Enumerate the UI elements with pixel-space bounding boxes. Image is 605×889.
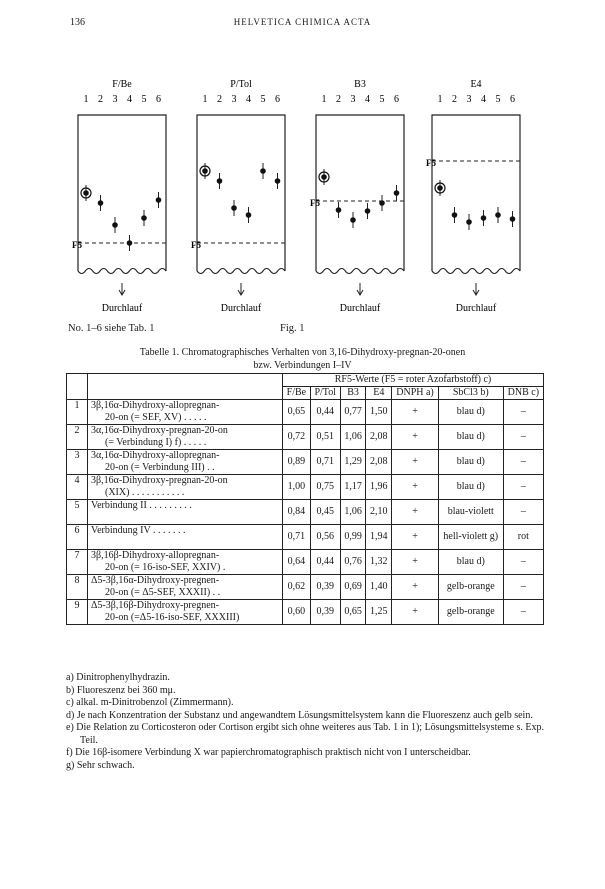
table-cell: +: [392, 525, 439, 550]
lane-number: 4: [365, 94, 370, 105]
table-cell: 0,71: [310, 450, 340, 475]
lane-number: 5: [260, 94, 266, 105]
compound-name: [88, 600, 283, 625]
figure-caption: Fig. 1: [280, 323, 305, 334]
name-line: (= Verbindung I) f) . . . . .: [105, 437, 207, 448]
panel-system-label: P/Tol: [230, 79, 252, 90]
table-corner-no: [67, 374, 88, 400]
spot: [452, 212, 458, 218]
table-cell: gelb-orange: [438, 575, 503, 600]
column-header: E4: [366, 387, 392, 400]
name-line: Δ5-3β,16α-Dihydroxy-pregnen-: [91, 575, 220, 586]
table-corner-name: [88, 374, 283, 400]
paper-outline: [432, 115, 520, 271]
table-cell: 1,06: [340, 500, 366, 525]
paper-wavy-edge: [197, 269, 285, 274]
panel-system-label: B3: [354, 79, 366, 90]
spot: [495, 212, 501, 218]
spot: [510, 216, 516, 222]
lane-number: 1: [437, 94, 443, 105]
table-cell: blau d): [438, 400, 503, 425]
front-label: F5: [310, 198, 320, 208]
panel-system-label: E4: [470, 79, 482, 90]
name-line: (XIX) . . . . . . . . . . .: [105, 487, 185, 498]
spot: [336, 207, 342, 213]
table-cell: hell-violett g): [438, 525, 503, 550]
table-cell: 2,10: [366, 500, 392, 525]
table-row: [67, 425, 544, 450]
table-row: [67, 400, 544, 425]
table-title: [0, 346, 605, 372]
table-cell: blau d): [438, 550, 503, 575]
table-row: [67, 500, 544, 525]
compound-name: [88, 425, 283, 450]
lane-number: 2: [98, 94, 103, 105]
table-cell: 0,62: [283, 575, 311, 600]
table-cell: gelb-orange: [438, 600, 503, 625]
flow-label: Durchlauf: [220, 303, 262, 314]
spot: [260, 168, 266, 174]
table-cell: 0,39: [310, 575, 340, 600]
name-line: [91, 537, 279, 549]
front-label: F5: [426, 158, 436, 168]
column-header: DNB c): [503, 387, 543, 400]
table-cell: blau d): [438, 425, 503, 450]
compound-name: [88, 500, 283, 525]
table-cell: 0,51: [310, 425, 340, 450]
table-cell: –: [503, 575, 543, 600]
lane-number: 5: [379, 94, 385, 105]
spot: [321, 174, 327, 180]
paper-wavy-edge: [316, 269, 404, 274]
paper-wavy-edge: [432, 269, 520, 274]
name-line: [91, 512, 279, 524]
table-title-line1: Tabelle 1. Chromatographisches Verhalten von 3,16-Dihydroxy-pregnan-20-onen: [139, 347, 466, 358]
paper-outline: [316, 115, 404, 271]
lane-number: 5: [141, 94, 147, 105]
footnote: b) Fluoreszenz bei 360 mμ.: [66, 684, 176, 696]
compound-name: [88, 550, 283, 575]
chromatogram-figure: [70, 75, 540, 345]
table-cell: +: [392, 475, 439, 500]
flow-label: Durchlauf: [101, 303, 143, 314]
table-cell: 1,32: [366, 550, 392, 575]
front-label: F5: [191, 240, 201, 250]
name-line: 3β,16α-Dihydroxy-allopregnan-: [91, 400, 220, 411]
table-cell: 1,94: [366, 525, 392, 550]
lane-number: 1: [321, 94, 327, 105]
lane-number: 3: [466, 94, 472, 105]
footnote: a) Dinitrophenylhydrazin.: [66, 672, 170, 683]
table-cell: 0,56: [310, 525, 340, 550]
row-number: 4: [67, 475, 88, 500]
table-title-line2: bzw. Verbindungen I–IV: [253, 360, 352, 371]
lane-number: 3: [350, 94, 356, 105]
table-cell: 0,75: [310, 475, 340, 500]
lane-number: 3: [231, 94, 237, 105]
table-cell: 0,39: [310, 600, 340, 625]
table-cell: 1,00: [283, 475, 311, 500]
name-line: 3α,16α-Dihydroxy-allopregnan-: [91, 450, 220, 461]
panel-system-label: F/Be: [112, 79, 132, 90]
table-cell: 1,25: [366, 600, 392, 625]
table-row: [67, 525, 544, 550]
paper-outline: [197, 115, 285, 271]
column-header: SbCl3 b): [438, 387, 503, 400]
table-cell: 0,65: [283, 400, 311, 425]
compound-name: [88, 525, 283, 550]
lane-number: 2: [336, 94, 341, 105]
name-line: Verbindung II . . . . . . . . .: [91, 500, 192, 511]
table-cell: 1,40: [366, 575, 392, 600]
lane-number: 6: [394, 94, 399, 105]
table-cell: 1,50: [366, 400, 392, 425]
row-number: 5: [67, 500, 88, 525]
table-cell: 1,96: [366, 475, 392, 500]
row-number: 7: [67, 550, 88, 575]
table-cell: –: [503, 500, 543, 525]
lane-number: 2: [452, 94, 457, 105]
lane-number: 4: [481, 94, 486, 105]
name-line: Verbindung IV . . . . . . .: [91, 525, 186, 536]
compound-name: [88, 400, 283, 425]
footnote: g) Sehr schwach.: [66, 759, 135, 771]
row-number: 2: [67, 425, 88, 450]
column-header: P/Tol: [310, 387, 340, 400]
data-table: [66, 373, 544, 625]
footnote: f) Die 16β-isomere Verbindung X war papierchromatographisch praktisch nicht von I unterscheidbar.: [66, 747, 471, 758]
name-line: 20-on (= SEF, XV) . . . . .: [105, 412, 207, 423]
spot: [365, 208, 371, 214]
table-cell: 2,08: [366, 450, 392, 475]
table-cell: rot: [503, 525, 543, 550]
table-cell: 0,84: [283, 500, 311, 525]
table-cell: 0,64: [283, 550, 311, 575]
table-cell: 0,44: [310, 400, 340, 425]
front-label: F5: [72, 240, 82, 250]
row-number: 6: [67, 525, 88, 550]
flow-label: Durchlauf: [339, 303, 381, 314]
table-cell: 1,17: [340, 475, 366, 500]
footnotes: [66, 672, 544, 772]
table-cell: +: [392, 500, 439, 525]
table-cell: 1,29: [340, 450, 366, 475]
spot: [217, 178, 223, 184]
column-header: B3: [340, 387, 366, 400]
spot: [127, 240, 133, 246]
name-line: 3α,16α-Dihydroxy-pregnan-20-on: [91, 425, 228, 436]
table-cell: 2,08: [366, 425, 392, 450]
lane-number: 6: [510, 94, 515, 105]
table-cell: 0,71: [283, 525, 311, 550]
column-header: DNPH a): [392, 387, 439, 400]
table-cell: 0,60: [283, 600, 311, 625]
lane-number: 1: [202, 94, 208, 105]
lane-number: 1: [83, 94, 89, 105]
spot: [394, 190, 400, 196]
table-cell: +: [392, 575, 439, 600]
spot: [379, 200, 385, 206]
row-number: 3: [67, 450, 88, 475]
name-line: 20-on (= Δ5-SEF, XXXII) . .: [105, 587, 221, 598]
spot: [98, 200, 104, 206]
name-line: Δ5-3β,16β-Dihydroxy-pregnen-: [91, 600, 219, 611]
table-cell: 0,99: [340, 525, 366, 550]
table-cell: 1,06: [340, 425, 366, 450]
table-cell: blau-violett: [438, 500, 503, 525]
paper-wavy-edge: [78, 269, 166, 274]
spot: [481, 215, 487, 221]
table-cell: 0,76: [340, 550, 366, 575]
table-row: [67, 475, 544, 500]
table-cell: 0,77: [340, 400, 366, 425]
compound-name: [88, 450, 283, 475]
spot: [83, 190, 89, 196]
spot: [202, 168, 208, 174]
compound-name: [88, 475, 283, 500]
spot: [437, 185, 443, 191]
lane-number: 2: [217, 94, 222, 105]
table-header-group: RF5-Werte (F5 = roter Azofarbstoff) c): [283, 374, 544, 387]
name-line: 3β,16β-Dihydroxy-allopregnan-: [91, 550, 220, 561]
table-row: [67, 575, 544, 600]
name-line: 3β,16α-Dihydroxy-pregnan-20-on: [91, 475, 228, 486]
lane-number: 4: [246, 94, 251, 105]
name-line: 20-on (= 16-iso-SEF, XXIV) .: [105, 562, 226, 573]
table-cell: –: [503, 400, 543, 425]
spot: [231, 205, 237, 211]
spot: [466, 219, 472, 225]
table-cell: blau d): [438, 450, 503, 475]
table-cell: 0,45: [310, 500, 340, 525]
table-row: [67, 450, 544, 475]
spot: [112, 222, 118, 228]
column-header: F/Be: [283, 387, 311, 400]
lane-number: 6: [156, 94, 161, 105]
lane-number: 4: [127, 94, 132, 105]
table-cell: –: [503, 425, 543, 450]
table-row: [67, 600, 544, 625]
table-cell: 0,89: [283, 450, 311, 475]
spot: [141, 215, 147, 221]
spot: [350, 217, 356, 223]
running-head: HELVETICA CHIMICA ACTA: [233, 17, 372, 27]
table-cell: +: [392, 400, 439, 425]
row-number: 8: [67, 575, 88, 600]
spot: [275, 178, 281, 184]
chromatogram-svg: [70, 75, 540, 345]
row-number: 1: [67, 400, 88, 425]
figure-note: No. 1–6 siehe Tab. 1: [68, 323, 155, 334]
table-row: [67, 550, 544, 575]
table-cell: +: [392, 600, 439, 625]
table-cell: –: [503, 475, 543, 500]
table-cell: –: [503, 550, 543, 575]
footnote: e) Die Relation zu Corticosteron oder Cortison ergibt sich ohne weiteres aus Tab. 1 in 1); Lösungsmittelsysteme s. Exp. Teil.: [66, 722, 545, 746]
lane-number: 3: [112, 94, 118, 105]
table-cell: 0,72: [283, 425, 311, 450]
row-number: 9: [67, 600, 88, 625]
table-cell: blau d): [438, 475, 503, 500]
table-cell: –: [503, 450, 543, 475]
lane-number: 5: [495, 94, 501, 105]
name-line: 20-on (= Verbindung III) . .: [105, 462, 215, 473]
lane-number: 6: [275, 94, 280, 105]
flow-label: Durchlauf: [455, 303, 497, 314]
table-cell: +: [392, 550, 439, 575]
table-cell: 0,69: [340, 575, 366, 600]
table-cell: +: [392, 425, 439, 450]
spot: [246, 212, 252, 218]
page-number: 136: [70, 17, 85, 28]
compound-name: [88, 575, 283, 600]
table-cell: –: [503, 600, 543, 625]
footnote: c) alkal. m-Dinitrobenzol (Zimmermann).: [66, 697, 234, 708]
table-cell: +: [392, 450, 439, 475]
spot: [156, 197, 162, 203]
name-line: 20-on (=Δ5-16-iso-SEF, XXXIII): [105, 612, 240, 623]
table-cell: 0,65: [340, 600, 366, 625]
footnote: d) Je nach Konzentration der Substanz und angewandtem Lösungsmittelsystem kann die Fluoreszenz auch gelb sein.: [66, 709, 533, 721]
table-cell: 0,44: [310, 550, 340, 575]
